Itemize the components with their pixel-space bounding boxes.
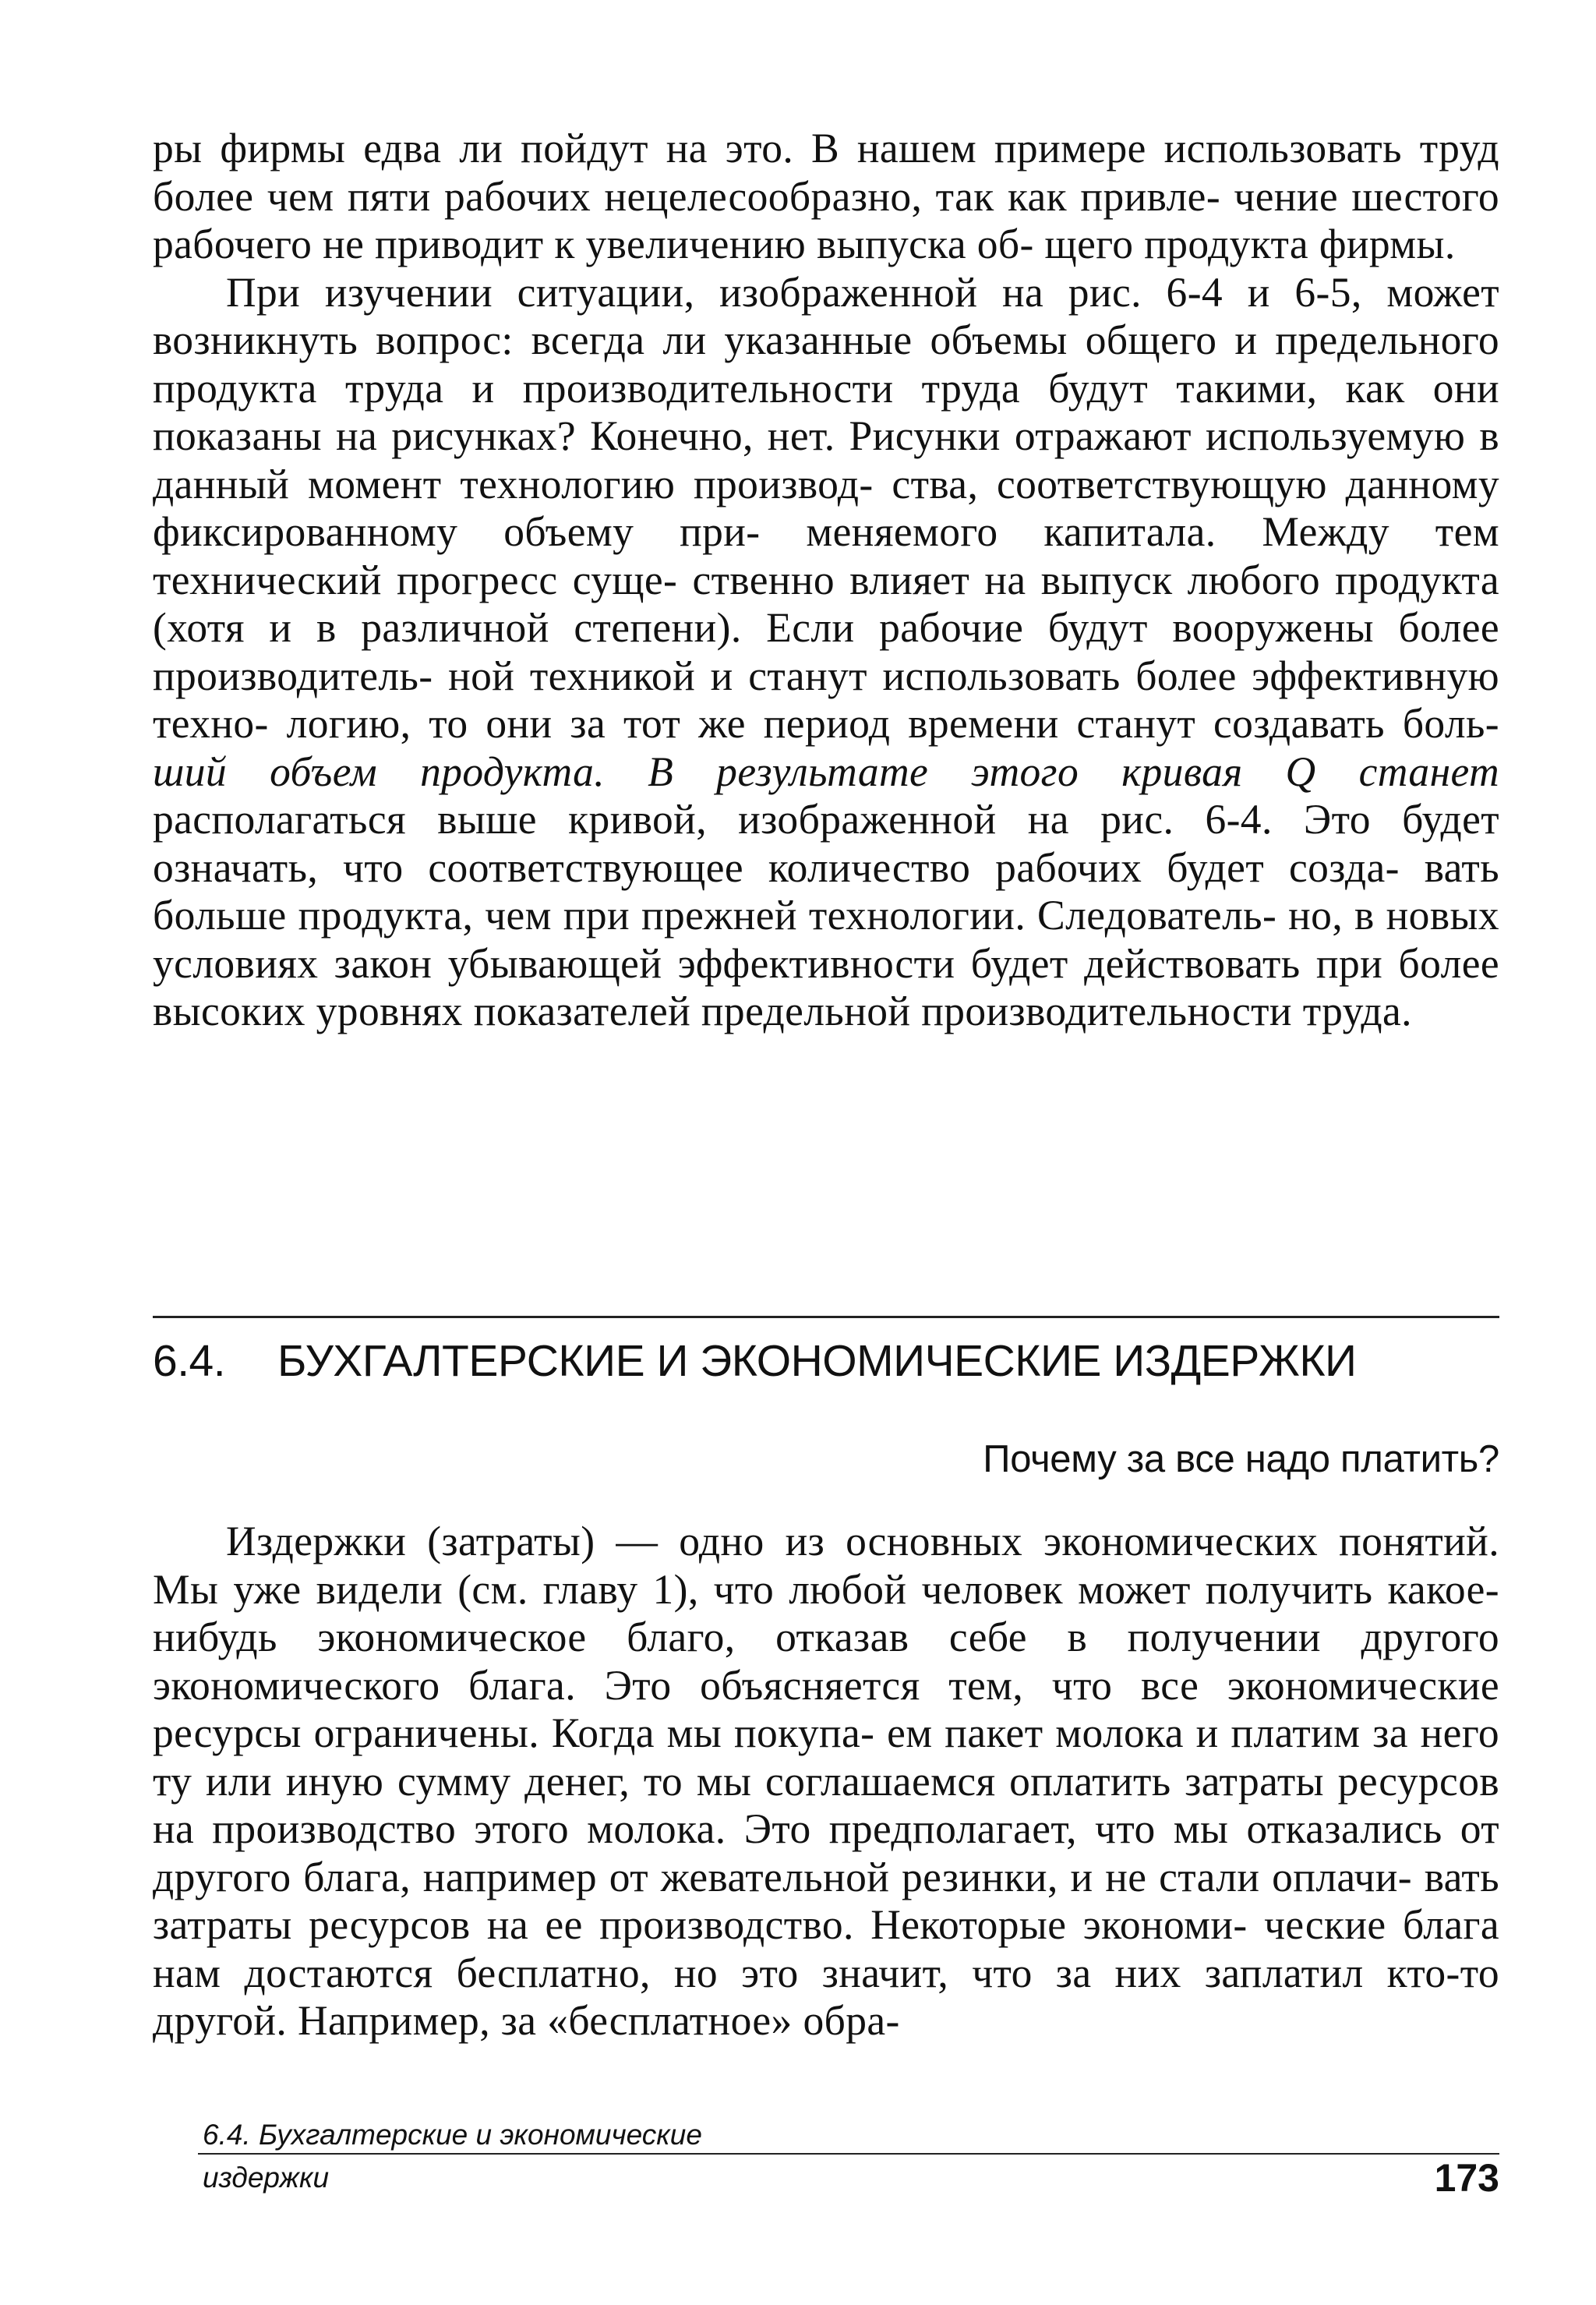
text-line: производительности труда.: [921, 988, 1412, 1034]
text-line: ной техникой и станут использовать более эффективную техно-: [153, 652, 1499, 747]
paragraph-costs: [153, 1518, 1499, 2045]
text-line: и предельного продукта труда и производительности труда будут: [153, 316, 1499, 412]
running-title-continued: издержки: [203, 2162, 330, 2194]
text-line: может возникнуть вопрос: всегда ли указанные объемы общего: [153, 268, 1500, 363]
text-line-italic: ший объем продукта. В результате этого кривая Q станет: [153, 748, 1499, 795]
text-line: вать затраты ресурсов на ее производство. Некоторые экономи-: [153, 1853, 1500, 1948]
text-line: степени). Если рабочие будут вооружены более производитель-: [153, 604, 1499, 699]
text-line: При изучении ситуации, изображенной на рис. 6-4 и 6-5,: [226, 268, 1362, 316]
text-line: этого молока. Это предполагает, что мы отказались от другого: [153, 1805, 1499, 1900]
text-line: меняемого капитала. Между тем технический прогресс суще-: [153, 508, 1499, 603]
text-line: ственно влияет на выпуск любого продукта (хотя и в различной: [153, 556, 1499, 651]
running-title: 6.4. Бухгалтерские и экономические: [203, 2119, 702, 2151]
section-number: 6.4.: [153, 1336, 226, 1386]
section-title: БУХГАЛТЕРСКИЕ И ЭКОНОМИЧЕСКИЕ ИЗДЕРЖКИ: [277, 1336, 1357, 1386]
bottom-text-block: [153, 1518, 1499, 2045]
section-divider: [153, 1316, 1499, 1318]
text-line: ем пакет молока и платим за него ту или иную сумму денег, то: [153, 1709, 1499, 1805]
footer-divider: [198, 2153, 1499, 2155]
text-line: что все экономические ресурсы ограничены. Когда мы покупа-: [153, 1661, 1499, 1756]
text-line: вать больше продукта, чем при прежней технологии. Следователь-: [153, 843, 1499, 939]
text-line: них заплатил кто-то другой. Например, за «бесплатное» обра-: [153, 1949, 1499, 2044]
text-line: логию, то они за тот же период времени станут создавать боль-: [286, 700, 1499, 747]
page-number: 173: [1434, 2156, 1499, 2200]
paragraph-continuation: [153, 125, 1499, 269]
section-heading: [153, 1335, 1499, 1388]
text-line: но, в новых условиях закон убывающей эффективности будет: [153, 892, 1499, 987]
text-line: труд более чем пяти рабочих нецелесообразно, так как привле-: [153, 125, 1499, 220]
text-line: ры фирмы едва ли пойдут на это. В нашем примере использовать: [153, 125, 1402, 171]
text-line: понятий. Мы уже видели (см. главу 1), что любой человек может: [153, 1518, 1499, 1613]
text-line: действовать при более высоких уровнях показателей предельной: [153, 939, 1499, 1034]
text-line: щего продукта фирмы.: [1044, 221, 1456, 267]
text-line: такими, как они показаны на рисунках? Конечно, нет. Рисунки: [153, 364, 1499, 459]
text-line: располагаться выше кривой, изображенной на рис. 6-4. Это будет: [153, 796, 1499, 843]
paragraph-technology: [153, 269, 1499, 1036]
text-line: получить какое-нибудь экономическое благо, отказав себе в: [153, 1565, 1500, 1660]
text-line: ства, соответствующую данному фиксированному объему при-: [153, 460, 1499, 555]
text-line: означать, что соответствующее количество рабочих будет созда-: [153, 843, 1400, 891]
text-line: ческие блага нам достаются бесплатно, но это значит, что за: [153, 1901, 1499, 1996]
text-line: получении другого экономического блага. Это объясняется тем,: [153, 1614, 1499, 1709]
text-line: Издержки (затраты) — одно из основных экономических: [226, 1518, 1319, 1564]
section-epigraph: Почему за все надо платить?: [983, 1438, 1499, 1480]
top-text-block: [153, 125, 1499, 1036]
text-line: мы соглашаемся оплатить затраты ресурсов на производство: [153, 1757, 1500, 1852]
text-line: чение шестого рабочего не приводит к увеличению выпуска об-: [153, 172, 1499, 267]
text-line: блага, например от жевательной резинки, и не стали оплачи-: [303, 1853, 1412, 1900]
text-line: отражают используемую в данный момент технологию производ-: [153, 412, 1499, 507]
